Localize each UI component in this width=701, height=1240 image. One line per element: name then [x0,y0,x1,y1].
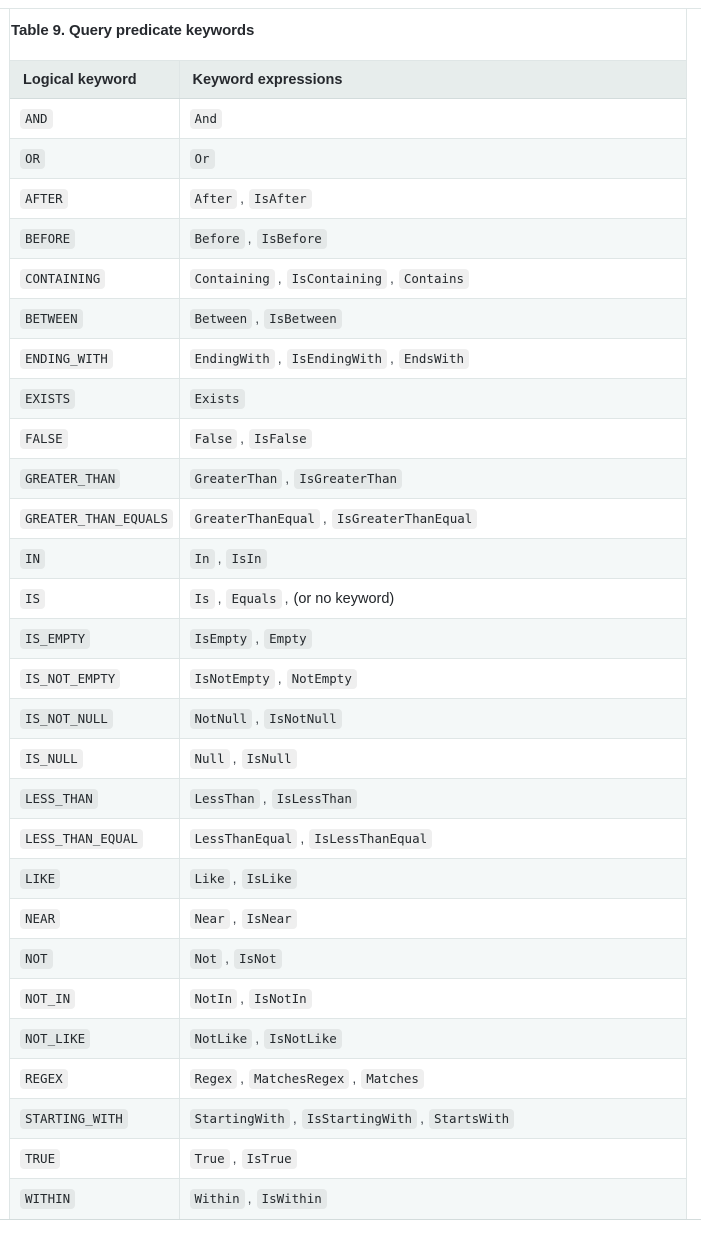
keyword-note: (or no keyword) [293,590,395,607]
separator: , [240,989,245,1006]
logical-keyword-chip: STARTING_WITH [20,1109,128,1129]
logical-keyword-cell [10,1019,179,1059]
separator: , [352,1069,357,1086]
logical-keyword-cell [10,539,179,579]
keyword-expressions-cell [179,139,686,179]
keyword-expression-chip: MatchesRegex [249,1069,349,1089]
logical-keyword-chip: AFTER [20,189,68,209]
keyword-expression-chip: IsEmpty [190,629,253,649]
table-row [10,1059,686,1099]
keyword-expressions-cell [179,1179,686,1219]
table-row [10,99,686,139]
separator: , [255,629,260,646]
keyword-expressions-cell [179,459,686,499]
keyword-expression-chip: EndingWith [190,349,275,369]
keyword-expressions-cell [179,99,686,139]
logical-keyword-chip: IS_NULL [20,749,83,769]
keyword-expression-chip: Matches [361,1069,424,1089]
logical-keyword-chip: GREATER_THAN [20,469,120,489]
separator: , [247,229,252,246]
separator: , [255,1029,260,1046]
keyword-expression-chip: In [190,549,215,569]
table-row [10,579,686,619]
keyword-expressions-cell [179,899,686,939]
separator: , [232,869,237,886]
keyword-expression-chip: Regex [190,1069,238,1089]
logical-keyword-cell [10,339,179,379]
keyword-expressions-cell [179,779,686,819]
table-row [10,459,686,499]
logical-keyword-chip: REGEX [20,1069,68,1089]
keyword-expression-chip: IsGreaterThanEqual [332,509,477,529]
keyword-expression-chip: IsLessThan [272,789,357,809]
separator: , [277,269,282,286]
keyword-expression-chip: IsNotNull [264,709,342,729]
keyword-expression-chip: After [190,189,238,209]
keyword-expression-chip: And [190,109,223,129]
column-header-keyword-expressions: Keyword expressions [179,61,686,99]
keyword-expression-chip: Is [190,589,215,609]
keyword-expression-chip: IsNotEmpty [190,669,275,689]
keyword-expression-chip: Containing [190,269,275,289]
keyword-expressions-cell [179,339,686,379]
table-row [10,139,686,179]
keyword-expressions-cell [179,499,686,539]
keyword-expression-chip: Within [190,1189,245,1209]
keyword-expression-chip: IsStartingWith [302,1109,417,1129]
logical-keyword-cell [10,979,179,1019]
separator: , [232,1149,237,1166]
table-row [10,539,686,579]
table-row [10,739,686,779]
logical-keyword-cell [10,1179,179,1219]
table-row [10,939,686,979]
separator: , [389,349,394,366]
separator: , [255,709,260,726]
table-row [10,259,686,299]
table-row [10,179,686,219]
logical-keyword-cell [10,579,179,619]
keyword-expressions-cell [179,619,686,659]
logical-keyword-chip: EXISTS [20,389,75,409]
keyword-expression-chip: Before [190,229,245,249]
separator: , [217,549,222,566]
separator: , [240,189,245,206]
logical-keyword-cell [10,819,179,859]
table-row [10,979,686,1019]
keyword-expressions-cell [179,859,686,899]
keyword-expression-chip: Null [190,749,230,769]
keyword-expression-chip: EndsWith [399,349,469,369]
separator: , [420,1109,424,1126]
keyword-expression-chip: GreaterThanEqual [190,509,320,529]
documentation-page [0,8,701,1220]
keyword-expression-chip: IsNear [242,909,297,929]
logical-keyword-cell [10,499,179,539]
keyword-expressions-cell [179,939,686,979]
keyword-expression-chip: IsNotIn [249,989,312,1009]
logical-keyword-chip: CONTAINING [20,269,105,289]
keyword-expressions-cell [179,579,686,619]
table-row [10,1019,686,1059]
keyword-expressions-cell [179,539,686,579]
keyword-expression-chip: NotEmpty [287,669,357,689]
separator: , [277,349,282,366]
logical-keyword-chip: WITHIN [20,1189,75,1209]
table-header-row [10,61,686,99]
keyword-expressions-cell [179,1139,686,1179]
logical-keyword-chip: IS [20,589,45,609]
keyword-expression-chip: Exists [190,389,245,409]
keyword-expressions-cell [179,219,686,259]
separator: , [232,909,237,926]
logical-keyword-cell [10,379,179,419]
table-row [10,859,686,899]
keyword-expressions-cell [179,979,686,1019]
table-row [10,419,686,459]
keyword-expression-chip: IsNotLike [264,1029,342,1049]
keyword-expression-chip: StartsWith [429,1109,514,1129]
logical-keyword-chip: FALSE [20,429,68,449]
keyword-expression-chip: IsTrue [242,1149,297,1169]
keyword-expression-chip: Between [190,309,253,329]
separator: , [232,749,237,766]
logical-keyword-chip: BETWEEN [20,309,83,329]
logical-keyword-chip: NOT_IN [20,989,75,1009]
table-row [10,659,686,699]
separator: , [277,669,282,686]
keyword-expressions-cell [179,659,686,699]
logical-keyword-cell [10,1139,179,1179]
keyword-expression-chip: Equals [226,589,281,609]
keyword-expression-chip: IsBetween [264,309,342,329]
logical-keyword-chip: ENDING_WITH [20,349,113,369]
keyword-expression-chip: IsNot [234,949,282,969]
keyword-expression-chip: NotIn [190,989,238,1009]
logical-keyword-chip: AND [20,109,53,129]
logical-keyword-chip: IS_NOT_NULL [20,709,113,729]
keyword-expression-chip: NotNull [190,709,253,729]
keyword-expressions-cell [179,1099,686,1139]
keyword-expressions-cell [179,1059,686,1099]
keyword-expression-chip: False [190,429,238,449]
table-row [10,779,686,819]
separator: , [217,589,222,606]
table-block [0,8,701,1220]
logical-keyword-cell [10,939,179,979]
table-row [10,899,686,939]
table-row [10,1139,686,1179]
keyword-expressions-cell [179,419,686,459]
keyword-expression-chip: IsAfter [249,189,312,209]
keyword-expression-chip: IsFalse [249,429,312,449]
logical-keyword-cell [10,1099,179,1139]
logical-keyword-cell [10,779,179,819]
logical-keyword-cell [10,659,179,699]
logical-keyword-chip: GREATER_THAN_EQUALS [20,509,173,529]
logical-keyword-cell [10,859,179,899]
keyword-expression-chip: NotLike [190,1029,253,1049]
query-predicate-keywords-table [10,60,686,1219]
logical-keyword-chip: IN [20,549,45,569]
keyword-expression-chip: Like [190,869,230,889]
separator: , [292,1109,297,1126]
keyword-expression-chip: IsWithin [257,1189,327,1209]
logical-keyword-chip: OR [20,149,45,169]
keyword-expression-chip: IsIn [226,549,266,569]
logical-keyword-cell [10,99,179,139]
keyword-expression-chip: IsGreaterThan [294,469,402,489]
keyword-expression-chip: Empty [264,629,312,649]
logical-keyword-cell [10,699,179,739]
separator: , [389,269,394,286]
table-row [10,619,686,659]
separator: , [262,789,267,806]
logical-keyword-cell [10,299,179,339]
separator: , [240,429,245,446]
logical-keyword-cell [10,179,179,219]
keyword-expression-chip: True [190,1149,230,1169]
table-body [10,99,686,1219]
table-row [10,339,686,379]
keyword-expression-chip: StartingWith [190,1109,290,1129]
logical-keyword-chip: NOT [20,949,53,969]
keyword-expressions-cell [179,379,686,419]
logical-keyword-cell [10,139,179,179]
keyword-expressions-cell [179,739,686,779]
keyword-expressions-cell [179,699,686,739]
logical-keyword-cell [10,219,179,259]
logical-keyword-chip: NEAR [20,909,60,929]
table-frame [9,9,687,1219]
logical-keyword-chip: IS_NOT_EMPTY [20,669,120,689]
keyword-expression-chip: IsNull [242,749,297,769]
logical-keyword-cell [10,259,179,299]
logical-keyword-chip: LIKE [20,869,60,889]
keyword-expressions-cell [179,819,686,859]
table-row [10,1099,686,1139]
separator: , [284,589,289,606]
logical-keyword-cell [10,739,179,779]
logical-keyword-chip: IS_EMPTY [20,629,90,649]
table-row [10,499,686,539]
table-row [10,299,686,339]
keyword-expression-chip: Contains [399,269,469,289]
separator: , [322,509,327,526]
table-caption: Table 9. Query predicate keywords [11,22,255,39]
table-row [10,219,686,259]
keyword-expression-chip: IsContaining [287,269,387,289]
keyword-expression-chip: IsLessThanEqual [309,829,432,849]
separator: , [285,469,290,486]
logical-keyword-chip: LESS_THAN [20,789,98,809]
keyword-expressions-cell [179,299,686,339]
logical-keyword-cell [10,419,179,459]
keyword-expression-chip: Near [190,909,230,929]
logical-keyword-chip: TRUE [20,1149,60,1169]
keyword-expression-chip: IsEndingWith [287,349,387,369]
keyword-expression-chip: LessThan [190,789,260,809]
keyword-expressions-cell [179,259,686,299]
separator: , [247,1189,252,1206]
table-row [10,1179,686,1219]
keyword-expressions-cell [179,1019,686,1059]
table-row [10,819,686,859]
keyword-expression-chip: LessThanEqual [190,829,298,849]
keyword-expression-chip: Not [190,949,223,969]
keyword-expression-chip: GreaterThan [190,469,283,489]
separator: , [255,309,260,326]
table-row [10,699,686,739]
table-row [10,379,686,419]
logical-keyword-cell [10,619,179,659]
separator: , [225,949,229,966]
logical-keyword-chip: LESS_THAN_EQUAL [20,829,143,849]
logical-keyword-cell [10,899,179,939]
column-header-logical-keyword: Logical keyword [10,61,179,99]
logical-keyword-cell [10,459,179,499]
keyword-expressions-cell [179,179,686,219]
separator: , [300,829,305,846]
keyword-expression-chip: IsBefore [257,229,327,249]
keyword-expression-chip: Or [190,149,215,169]
keyword-expression-chip: IsLike [242,869,297,889]
logical-keyword-chip: BEFORE [20,229,75,249]
logical-keyword-chip: NOT_LIKE [20,1029,90,1049]
separator: , [240,1069,245,1086]
logical-keyword-cell [10,1059,179,1099]
